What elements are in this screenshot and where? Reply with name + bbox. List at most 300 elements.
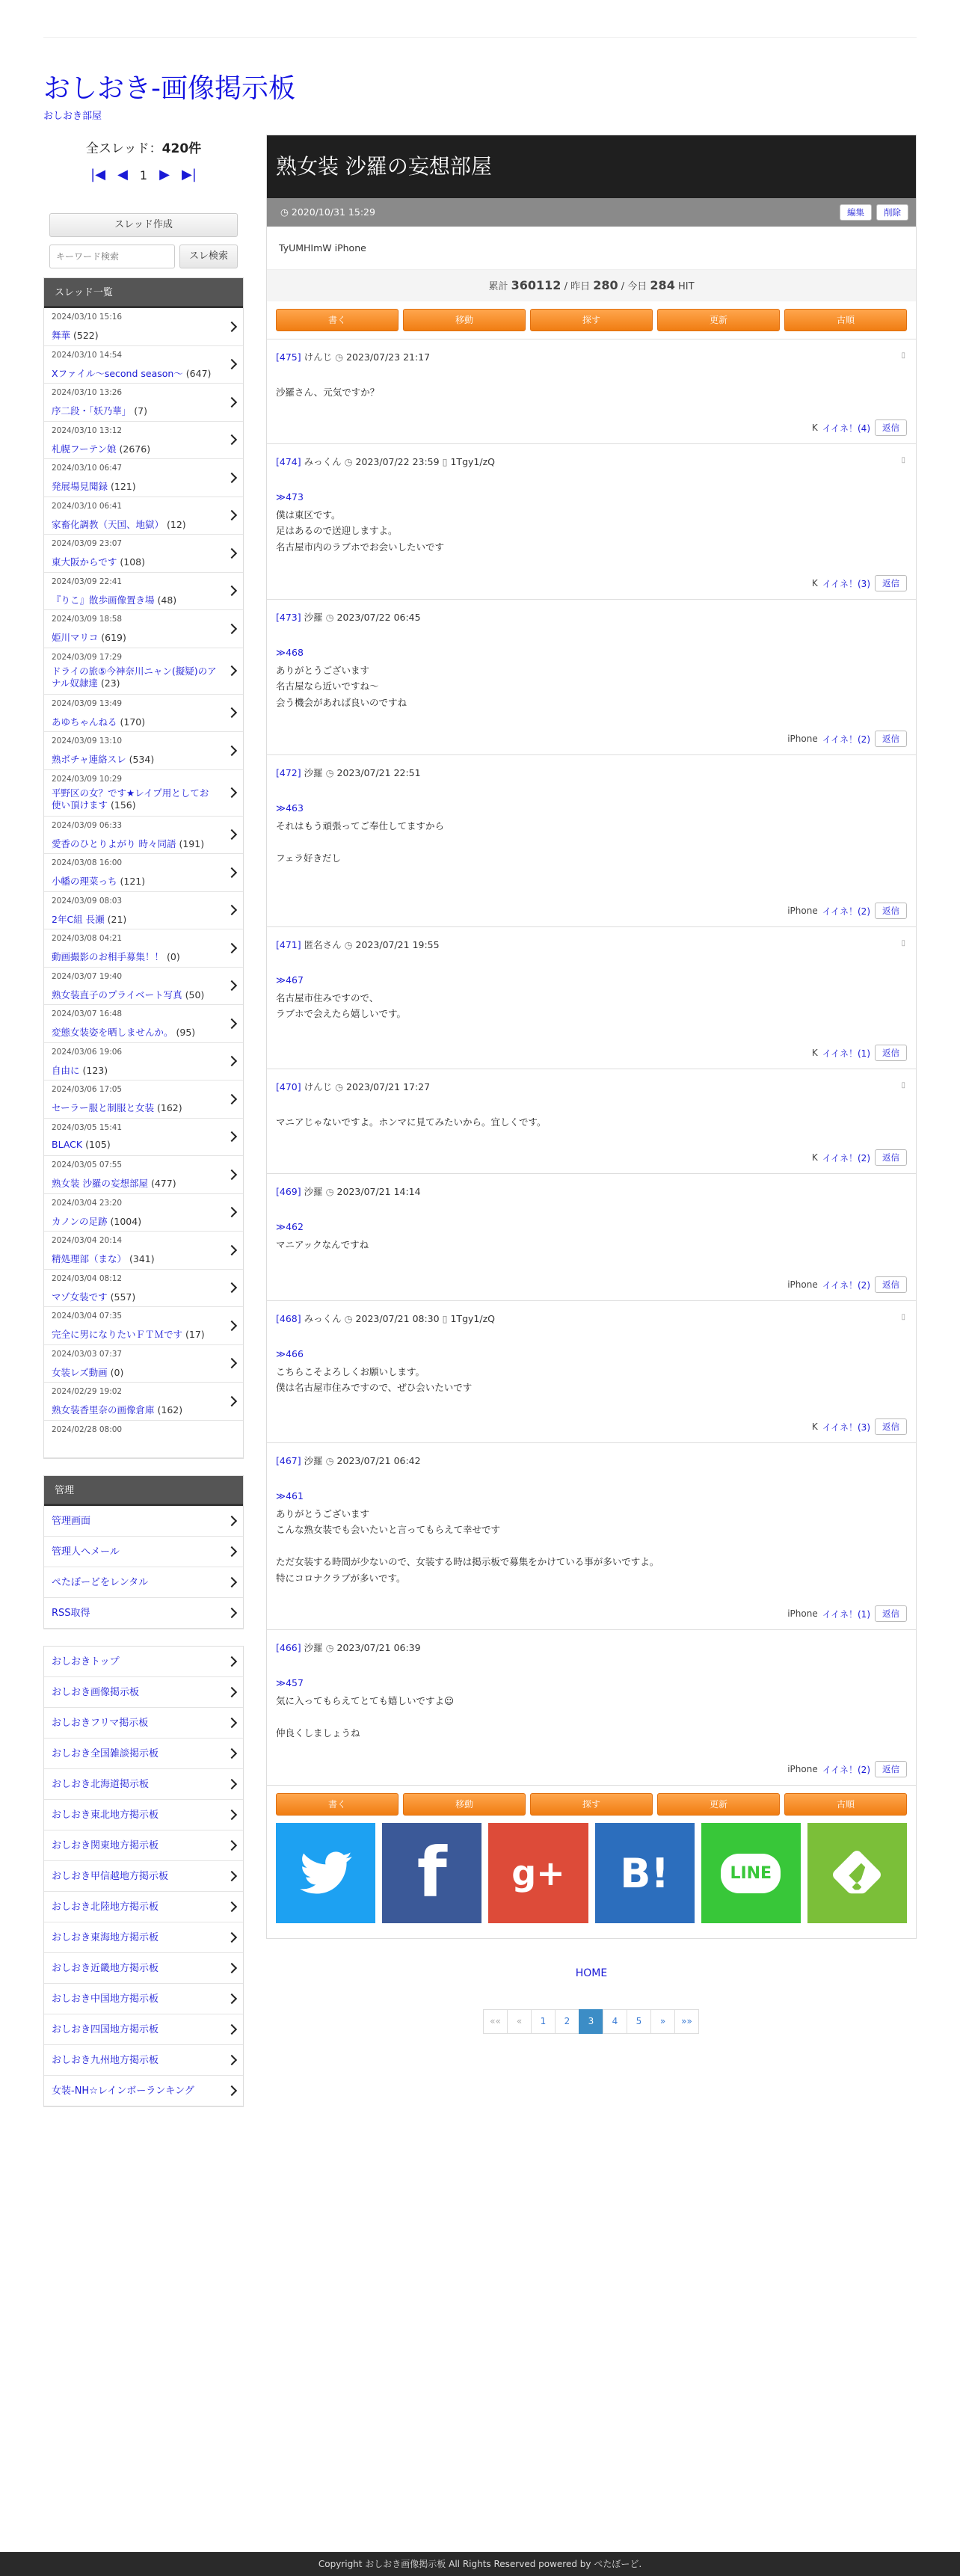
thread-date: 2024/03/09 13:49 bbox=[52, 698, 123, 708]
board-link-label[interactable]: おしおき北海道掲示板 bbox=[52, 1779, 150, 1790]
chevron-right-icon bbox=[227, 943, 237, 953]
thread-date: 2020/10/31 15:29 bbox=[291, 206, 375, 218]
action-button[interactable]: 更新 bbox=[657, 309, 780, 331]
board-link-label[interactable]: おしおき北陸地方掲示板 bbox=[52, 1902, 159, 1913]
board-link-item[interactable] bbox=[44, 1830, 243, 1861]
post-number[interactable]: [473] bbox=[276, 612, 301, 623]
thread-title bbox=[52, 752, 218, 766]
hit-counter bbox=[267, 270, 916, 301]
thread-link[interactable]: マゾ女装です bbox=[52, 1291, 108, 1303]
reply-reference-link[interactable]: ≫461 bbox=[276, 1490, 304, 1501]
thread-date: 2024/03/09 08:03 bbox=[52, 896, 123, 906]
chevron-right-icon bbox=[227, 473, 237, 483]
thread-title bbox=[52, 630, 218, 644]
board-link-label[interactable]: おしおきトップ bbox=[52, 1656, 120, 1667]
thread-date: 2024/03/10 06:41 bbox=[52, 501, 123, 511]
thread-count: (121) bbox=[120, 876, 146, 887]
reply-button[interactable]: 返信 bbox=[875, 731, 907, 747]
post-line bbox=[276, 1709, 907, 1725]
thread-count: (170) bbox=[120, 716, 146, 728]
menu-icon[interactable]: ▯ bbox=[901, 1081, 905, 1089]
thread-list-item[interactable] bbox=[44, 1080, 243, 1119]
thread-list-item[interactable] bbox=[44, 422, 243, 460]
post-header bbox=[276, 455, 907, 468]
chevron-right-icon bbox=[227, 980, 237, 991]
thread-date: 2024/03/09 18:58 bbox=[52, 615, 123, 624]
next-page-icon[interactable]: ▶ bbox=[159, 167, 170, 182]
hits-today-label: / 今日 bbox=[621, 281, 647, 292]
thread-date: 2024/03/05 07:55 bbox=[52, 1161, 123, 1169]
pagination-item[interactable]: «« bbox=[483, 2009, 508, 2034]
reply-reference-link[interactable]: ≫466 bbox=[276, 1348, 304, 1359]
thread-list-item[interactable] bbox=[44, 817, 243, 855]
thread-link[interactable]: 札幌フーテン娘 bbox=[52, 443, 117, 455]
thread-list-item[interactable] bbox=[44, 648, 243, 695]
board-link-label[interactable]: おしおき全国雑談掲示板 bbox=[52, 1748, 159, 1759]
thread-link[interactable]: 完全に男になりたいＦＴＭです bbox=[52, 1329, 183, 1340]
like-button[interactable]: イイネ！(1) bbox=[822, 1048, 870, 1059]
post-number[interactable]: [466] bbox=[276, 1642, 301, 1653]
board-link-label[interactable]: 女装-NH☆レインボーランキング bbox=[52, 2085, 194, 2097]
thread-date: 2024/03/04 23:20 bbox=[52, 1198, 123, 1208]
board-link-item[interactable] bbox=[44, 1769, 243, 1800]
thread-link[interactable]: 自由に bbox=[52, 1064, 80, 1076]
thread-link[interactable]: 精処理部（まな） bbox=[52, 1253, 127, 1264]
thread-link[interactable]: 愛香のひとりよがり 時々同語 bbox=[52, 837, 176, 849]
thread-link[interactable]: ドライの旅⑤今神奈川ニャン(擬疑)のアナル奴隷達 bbox=[52, 665, 217, 689]
board-link-item[interactable] bbox=[44, 1739, 243, 1769]
reply-reference-link[interactable]: ≫462 bbox=[276, 1221, 304, 1232]
thread-list-item[interactable] bbox=[44, 1232, 243, 1270]
pagination-item[interactable]: »» bbox=[674, 2009, 699, 2034]
chevron-right-icon bbox=[227, 624, 237, 634]
thread-date: 2024/03/07 16:48 bbox=[52, 1009, 123, 1018]
post-number[interactable]: [470] bbox=[276, 1081, 301, 1092]
reply-button[interactable]: 返信 bbox=[875, 1605, 907, 1622]
thread-date: 2024/03/10 06:47 bbox=[52, 464, 123, 473]
thread-title bbox=[52, 1403, 218, 1416]
home-link-text[interactable]: HOME bbox=[575, 1967, 608, 1979]
post-line: 沙羅さん、元気ですか？ bbox=[276, 387, 380, 398]
thread-link[interactable]: 変態女装姿を晒しませんか。 bbox=[52, 1027, 173, 1038]
site-title[interactable]: おしおき-画像掲示板 bbox=[43, 73, 295, 104]
board-link-label[interactable]: おしおき東海地方掲示板 bbox=[52, 1932, 159, 1943]
board-link-item[interactable] bbox=[44, 1922, 243, 1953]
chevron-right-icon bbox=[227, 2085, 237, 2096]
reply-button[interactable]: 返信 bbox=[875, 1045, 907, 1061]
thread-list-item[interactable] bbox=[44, 854, 243, 892]
chevron-right-icon bbox=[227, 1577, 237, 1587]
hits-today: 284 bbox=[650, 278, 675, 292]
clock-icon: ◷ bbox=[325, 767, 334, 778]
feedly-share-icon[interactable] bbox=[807, 1823, 907, 1923]
thread-count: (2676) bbox=[119, 443, 151, 455]
board-link-item[interactable] bbox=[44, 1984, 243, 2014]
post bbox=[267, 600, 916, 755]
thread-list-item[interactable] bbox=[44, 308, 243, 346]
post-number[interactable]: [468] bbox=[276, 1313, 301, 1324]
thread-link[interactable]: 家畜化調教（天国、地獄） bbox=[52, 518, 164, 530]
action-button[interactable]: 書く bbox=[276, 309, 399, 331]
thread-list-item[interactable] bbox=[44, 459, 243, 497]
like-button[interactable]: イイネ！(2) bbox=[822, 1279, 870, 1291]
chevron-right-icon bbox=[227, 1131, 237, 1142]
pagination-item[interactable]: 3 bbox=[579, 2009, 603, 2034]
post-device: K bbox=[811, 1048, 818, 1058]
action-button[interactable]: 更新 bbox=[657, 1793, 780, 1816]
post-number[interactable]: [474] bbox=[276, 456, 301, 467]
admin-menu-label[interactable]: RSS取得 bbox=[52, 1608, 90, 1619]
thread-date: 2024/03/09 10:29 bbox=[52, 774, 123, 784]
chevron-right-icon bbox=[227, 585, 237, 596]
clock-icon: ◷ bbox=[325, 1186, 334, 1197]
thread-link[interactable]: 熟女装 沙羅の妄想部屋 bbox=[52, 1178, 148, 1189]
board-link-item[interactable] bbox=[44, 1953, 243, 1984]
post bbox=[267, 1443, 916, 1630]
admin-menu-item[interactable] bbox=[44, 1598, 243, 1629]
like-button[interactable]: イイネ！(2) bbox=[822, 1152, 870, 1163]
thread-title bbox=[52, 593, 218, 606]
reply-button[interactable]: 返信 bbox=[875, 1276, 907, 1293]
admin-menu-label[interactable]: ぺたぼーどをレンタル bbox=[52, 1577, 149, 1588]
thread-count: (162) bbox=[157, 1102, 182, 1113]
post-device: iPhone bbox=[787, 1279, 818, 1290]
thread-title bbox=[52, 1290, 218, 1303]
thread-title bbox=[52, 442, 218, 455]
thread-title bbox=[52, 328, 218, 342]
delete-button[interactable]: 削除 bbox=[876, 204, 908, 221]
admin-menu-item[interactable] bbox=[44, 1537, 243, 1567]
first-page-icon[interactable]: |◀ bbox=[90, 167, 106, 182]
board-link-label[interactable]: おしおき九州地方掲示板 bbox=[52, 2055, 159, 2066]
reply-reference-link[interactable]: ≫457 bbox=[276, 1677, 304, 1688]
thread-date: 2024/02/28 08:00 bbox=[52, 1424, 123, 1434]
thread-date: 2024/03/07 19:40 bbox=[52, 971, 123, 981]
thread-list-item[interactable] bbox=[44, 497, 243, 535]
reply-button[interactable]: 返信 bbox=[875, 575, 907, 591]
board-link-item[interactable] bbox=[44, 1647, 243, 1677]
thread-link[interactable]: 小幡の理菜っち bbox=[52, 876, 117, 887]
action-button[interactable]: 古順 bbox=[784, 1793, 907, 1816]
thread-list-item[interactable] bbox=[44, 968, 243, 1006]
thread-date: 2024/03/08 04:21 bbox=[52, 934, 123, 943]
admin-menu-item[interactable] bbox=[44, 1506, 243, 1537]
like-button[interactable]: イイネ！(4) bbox=[822, 422, 870, 434]
thread-link[interactable]: 序二段・「妖乃華」 bbox=[52, 405, 132, 416]
thread-count: (17) bbox=[185, 1329, 205, 1340]
chevron-right-icon bbox=[227, 1687, 237, 1697]
thread-list-item[interactable] bbox=[44, 770, 243, 817]
pagination-item[interactable]: 2 bbox=[555, 2009, 579, 2034]
post-body bbox=[276, 1114, 907, 1131]
thread-title bbox=[52, 517, 218, 531]
twitter-share-icon[interactable] bbox=[276, 1823, 375, 1923]
post-line: 特にコロナクラブが多いです。 bbox=[276, 1572, 406, 1584]
thread-list-item[interactable] bbox=[44, 1345, 243, 1383]
post-footer bbox=[787, 1276, 907, 1293]
post-footer bbox=[812, 419, 907, 436]
post-body bbox=[276, 489, 907, 555]
thread-date: 2024/03/04 20:14 bbox=[52, 1236, 123, 1245]
thread-list-item[interactable] bbox=[44, 1119, 243, 1157]
pagination-item[interactable]: » bbox=[650, 2009, 675, 2034]
thread-search-button[interactable]: スレ検索 bbox=[179, 245, 238, 268]
post-number[interactable]: [467] bbox=[276, 1455, 301, 1466]
thread-link[interactable]: 姫川マリコ bbox=[52, 632, 99, 643]
chevron-right-icon bbox=[227, 1358, 237, 1368]
admin-menu-label[interactable]: 管理画面 bbox=[52, 1516, 91, 1527]
keyword-search-input[interactable] bbox=[49, 245, 175, 268]
post-number[interactable]: [475] bbox=[276, 351, 301, 363]
thread-date: 2024/03/09 23:07 bbox=[52, 539, 123, 548]
post-date: 2023/07/21 06:39 bbox=[336, 1642, 421, 1653]
links-panel bbox=[43, 1646, 244, 2107]
like-button[interactable]: イイネ！(1) bbox=[822, 1608, 870, 1620]
home-link[interactable] bbox=[266, 1967, 917, 1979]
thread-list-item[interactable] bbox=[44, 1194, 243, 1232]
board-link-label[interactable]: おしおき甲信越地方掲示板 bbox=[52, 1871, 169, 1882]
thread-count: (647) bbox=[185, 367, 212, 379]
post bbox=[267, 339, 916, 444]
reply-button[interactable]: 返信 bbox=[875, 1418, 907, 1435]
like-button[interactable]: イイネ！(3) bbox=[822, 1421, 870, 1433]
thread-count: (48) bbox=[157, 594, 177, 606]
reply-reference-link[interactable]: ≫467 bbox=[276, 974, 304, 986]
post-number[interactable]: [471] bbox=[276, 939, 301, 950]
post-line: 名古屋市内のラブホでお会いしたいです bbox=[276, 541, 445, 553]
thread-title bbox=[52, 950, 218, 963]
reply-reference-link[interactable]: ≫463 bbox=[276, 802, 304, 814]
create-thread-button[interactable]: スレッド作成 bbox=[49, 213, 238, 237]
thread-list-item[interactable] bbox=[44, 535, 243, 573]
like-button[interactable]: イイネ！(2) bbox=[822, 906, 870, 917]
thread-list-item[interactable] bbox=[44, 573, 243, 611]
thread-title bbox=[52, 1176, 218, 1190]
reply-button[interactable]: 返信 bbox=[875, 1149, 907, 1166]
chevron-right-icon bbox=[227, 2055, 237, 2065]
thread-count: (0) bbox=[110, 1366, 124, 1378]
thread-link[interactable]: 熟ボチャ連絡スレ bbox=[52, 754, 126, 765]
action-button[interactable]: 移動 bbox=[403, 1793, 526, 1816]
board-link-item[interactable] bbox=[44, 1800, 243, 1830]
reply-button[interactable]: 返信 bbox=[875, 419, 907, 436]
post-footer bbox=[787, 731, 907, 747]
board-link-item[interactable] bbox=[44, 1708, 243, 1739]
post-line: 名古屋市住みですので、 bbox=[276, 992, 379, 1003]
post-footer bbox=[787, 1761, 907, 1777]
google-plus-share-icon[interactable]: g+ bbox=[488, 1823, 588, 1923]
post-name: 沙羅 bbox=[304, 767, 323, 778]
thread-total bbox=[43, 138, 244, 156]
hits-yesterday: 280 bbox=[593, 278, 618, 292]
chevron-right-icon bbox=[227, 787, 237, 798]
thread-link[interactable]: 熟女装香里奈の画像倉庫 bbox=[52, 1404, 155, 1415]
hatena-share-icon[interactable]: B! bbox=[595, 1823, 695, 1923]
like-button[interactable]: イイネ！(2) bbox=[822, 734, 870, 745]
edit-button[interactable]: 編集 bbox=[840, 204, 872, 221]
reply-reference-link[interactable]: ≫468 bbox=[276, 647, 304, 658]
board-link-item[interactable] bbox=[44, 1892, 243, 1922]
chevron-right-icon bbox=[227, 1840, 237, 1851]
board-link-label[interactable]: おしおき中国地方掲示板 bbox=[52, 1994, 159, 2005]
thread-link[interactable]: 平野区の女？です★レイプ用としてお使い頂けます bbox=[52, 787, 209, 811]
chevron-right-icon bbox=[227, 1321, 237, 1331]
thread-date: 2024/03/09 17:29 bbox=[52, 652, 123, 662]
board-link-label[interactable]: おしおき近畿地方掲示板 bbox=[52, 1963, 159, 1974]
post-date: 2023/07/21 17:27 bbox=[346, 1081, 431, 1092]
post-line: 僕は東区です。 bbox=[276, 508, 341, 520]
menu-icon[interactable]: ▯ bbox=[901, 351, 905, 360]
thread-list-item[interactable] bbox=[44, 610, 243, 648]
menu-icon[interactable]: ▯ bbox=[901, 456, 905, 464]
action-button[interactable]: 古順 bbox=[784, 309, 907, 331]
thread-link[interactable]: カノンの足跡 bbox=[52, 1215, 108, 1227]
thread-count: (557) bbox=[110, 1291, 136, 1303]
post-line: フェラ好きだし bbox=[276, 852, 341, 864]
thread-list-item[interactable] bbox=[44, 1307, 243, 1345]
action-button[interactable]: 移動 bbox=[403, 309, 526, 331]
thread-list-item[interactable] bbox=[44, 1156, 243, 1194]
action-bar-top bbox=[267, 301, 916, 339]
thread-title bbox=[52, 874, 218, 888]
post-id: 1Tgy1/zQ bbox=[450, 456, 495, 467]
thread-date: 2024/03/10 13:26 bbox=[52, 388, 123, 397]
post-footer bbox=[787, 1605, 907, 1622]
post-body bbox=[276, 800, 907, 866]
admin-menu-item[interactable] bbox=[44, 1567, 243, 1598]
menu-icon[interactable]: ▯ bbox=[901, 1313, 905, 1321]
post-line: 僕は名古屋市住みですので、ぜひ会いたいです bbox=[276, 1382, 473, 1393]
line-share-icon[interactable]: LINE bbox=[701, 1823, 801, 1923]
post-line: 仲良くしましょうね bbox=[276, 1727, 360, 1739]
like-button[interactable]: イイネ！(2) bbox=[822, 1764, 870, 1775]
menu-icon[interactable]: ▯ bbox=[901, 939, 905, 947]
post-header bbox=[276, 938, 907, 951]
post-device: K bbox=[811, 1152, 818, 1163]
chevron-right-icon bbox=[227, 548, 237, 559]
thread-list-item[interactable] bbox=[44, 1005, 243, 1043]
thread-list-item[interactable] bbox=[44, 1043, 243, 1081]
board-link-label[interactable]: おしおき東北地方掲示板 bbox=[52, 1810, 159, 1821]
thread-link[interactable]: 『りこ』散歩画像置き場 bbox=[52, 594, 155, 606]
post-header bbox=[276, 1080, 907, 1093]
site-subtitle[interactable]: おしおき部屋 bbox=[43, 111, 102, 122]
thread-link[interactable]: Xファイル〜second season〜 bbox=[52, 367, 183, 379]
thread-list-item[interactable] bbox=[44, 1421, 243, 1459]
post-name: みっくん bbox=[304, 456, 342, 467]
thread-link[interactable]: BLACK bbox=[52, 1138, 83, 1150]
chevron-right-icon bbox=[227, 707, 237, 718]
thread-list-item[interactable] bbox=[44, 384, 243, 422]
thread-link[interactable]: 2年C組 長瀬 bbox=[52, 913, 105, 925]
thread-list-item[interactable] bbox=[44, 346, 243, 384]
chevron-right-icon bbox=[227, 1018, 237, 1029]
thread-list-item[interactable] bbox=[44, 695, 243, 733]
reply-button[interactable]: 返信 bbox=[875, 1761, 907, 1777]
post bbox=[267, 444, 916, 600]
clock-icon: ◷ bbox=[325, 1642, 334, 1653]
thread-list-item[interactable] bbox=[44, 1270, 243, 1308]
thread-count: (534) bbox=[129, 754, 155, 765]
pagination-item[interactable]: « bbox=[507, 2009, 532, 2034]
board-link-label[interactable]: おしおき関東地方掲示板 bbox=[52, 1840, 159, 1851]
thread-link[interactable]: あゆちゃんねる bbox=[52, 716, 117, 728]
board-link-item[interactable] bbox=[44, 2045, 243, 2076]
thread-link[interactable]: セーラー服と制服と女装 bbox=[52, 1102, 155, 1113]
chevron-right-icon bbox=[227, 867, 237, 878]
post-line: 会う機会があれば良いのですね bbox=[276, 696, 407, 708]
thread-title bbox=[52, 1063, 218, 1077]
board-link-item[interactable] bbox=[44, 1861, 243, 1892]
thread-list-item[interactable] bbox=[44, 929, 243, 968]
post-header bbox=[276, 1641, 907, 1654]
post-number[interactable]: [472] bbox=[276, 767, 301, 778]
thread-date: 2024/03/10 13:12 bbox=[52, 425, 123, 435]
facebook-share-icon[interactable]: f bbox=[382, 1823, 481, 1923]
reply-button[interactable]: 返信 bbox=[875, 903, 907, 919]
post-header bbox=[276, 1312, 907, 1325]
thread-date: 2024/03/06 19:06 bbox=[52, 1047, 123, 1057]
post-line bbox=[276, 1538, 907, 1555]
admin-list bbox=[44, 1506, 243, 1629]
post-line: 気に入ってもらえてとても嬉しいですよ☺ bbox=[276, 1694, 455, 1706]
board-link-item[interactable] bbox=[44, 1677, 243, 1708]
thread-link[interactable]: 熟女装直子のプライベート写真 bbox=[52, 989, 182, 1000]
pagination-item[interactable]: 5 bbox=[627, 2009, 651, 2034]
board-link-label[interactable]: おしおき四国地方掲示板 bbox=[52, 2024, 159, 2035]
post-number[interactable]: [469] bbox=[276, 1186, 301, 1197]
action-button[interactable]: 書く bbox=[276, 1793, 399, 1816]
thread-count: (162) bbox=[157, 1404, 183, 1415]
thread-list-item[interactable] bbox=[44, 892, 243, 930]
thread-date: 2024/03/08 16:00 bbox=[52, 858, 123, 867]
chevron-right-icon bbox=[227, 746, 237, 756]
pagination-item[interactable]: 1 bbox=[531, 2009, 556, 2034]
board-link-label[interactable]: おしおきフリマ掲示板 bbox=[52, 1718, 149, 1729]
board-link-item[interactable] bbox=[44, 2076, 243, 2106]
chevron-right-icon bbox=[227, 1871, 237, 1881]
thread-link[interactable]: 女装レズ動画 bbox=[52, 1366, 108, 1378]
action-button[interactable]: 探す bbox=[530, 1793, 653, 1816]
thread-count: (0) bbox=[167, 951, 180, 962]
board-link-label[interactable]: おしおき画像掲示板 bbox=[52, 1687, 140, 1698]
board-link-item[interactable] bbox=[44, 2014, 243, 2045]
last-page-icon[interactable]: ▶| bbox=[181, 167, 197, 182]
thread-count: (522) bbox=[73, 330, 99, 341]
chevron-right-icon bbox=[227, 1546, 237, 1557]
action-button[interactable]: 探す bbox=[530, 309, 653, 331]
thread-list-item[interactable] bbox=[44, 1383, 243, 1421]
reply-reference-link[interactable]: ≫473 bbox=[276, 491, 304, 502]
post bbox=[267, 1630, 916, 1786]
chevron-right-icon bbox=[227, 905, 237, 915]
admin-menu-label[interactable]: 管理人へメール bbox=[52, 1546, 120, 1558]
prev-page-icon[interactable]: ◀ bbox=[117, 167, 128, 182]
id-icon: ▯ bbox=[442, 456, 448, 467]
thread-link[interactable]: 東大阪からです bbox=[52, 556, 117, 568]
post-list bbox=[267, 339, 916, 1786]
chevron-right-icon bbox=[227, 434, 237, 445]
thread-list-item[interactable] bbox=[44, 732, 243, 770]
thread-count: (108) bbox=[120, 556, 145, 568]
thread-link[interactable]: 発展場見聞録 bbox=[52, 481, 108, 492]
post-device: iPhone bbox=[787, 906, 818, 916]
post-footer bbox=[812, 1149, 907, 1166]
pagination-item[interactable]: 4 bbox=[603, 2009, 627, 2034]
thread-link[interactable]: 舞華 bbox=[52, 330, 71, 341]
like-button[interactable]: イイネ！(3) bbox=[822, 578, 870, 589]
thread-link[interactable]: 動画撮影のお相手募集！！ bbox=[52, 951, 164, 962]
